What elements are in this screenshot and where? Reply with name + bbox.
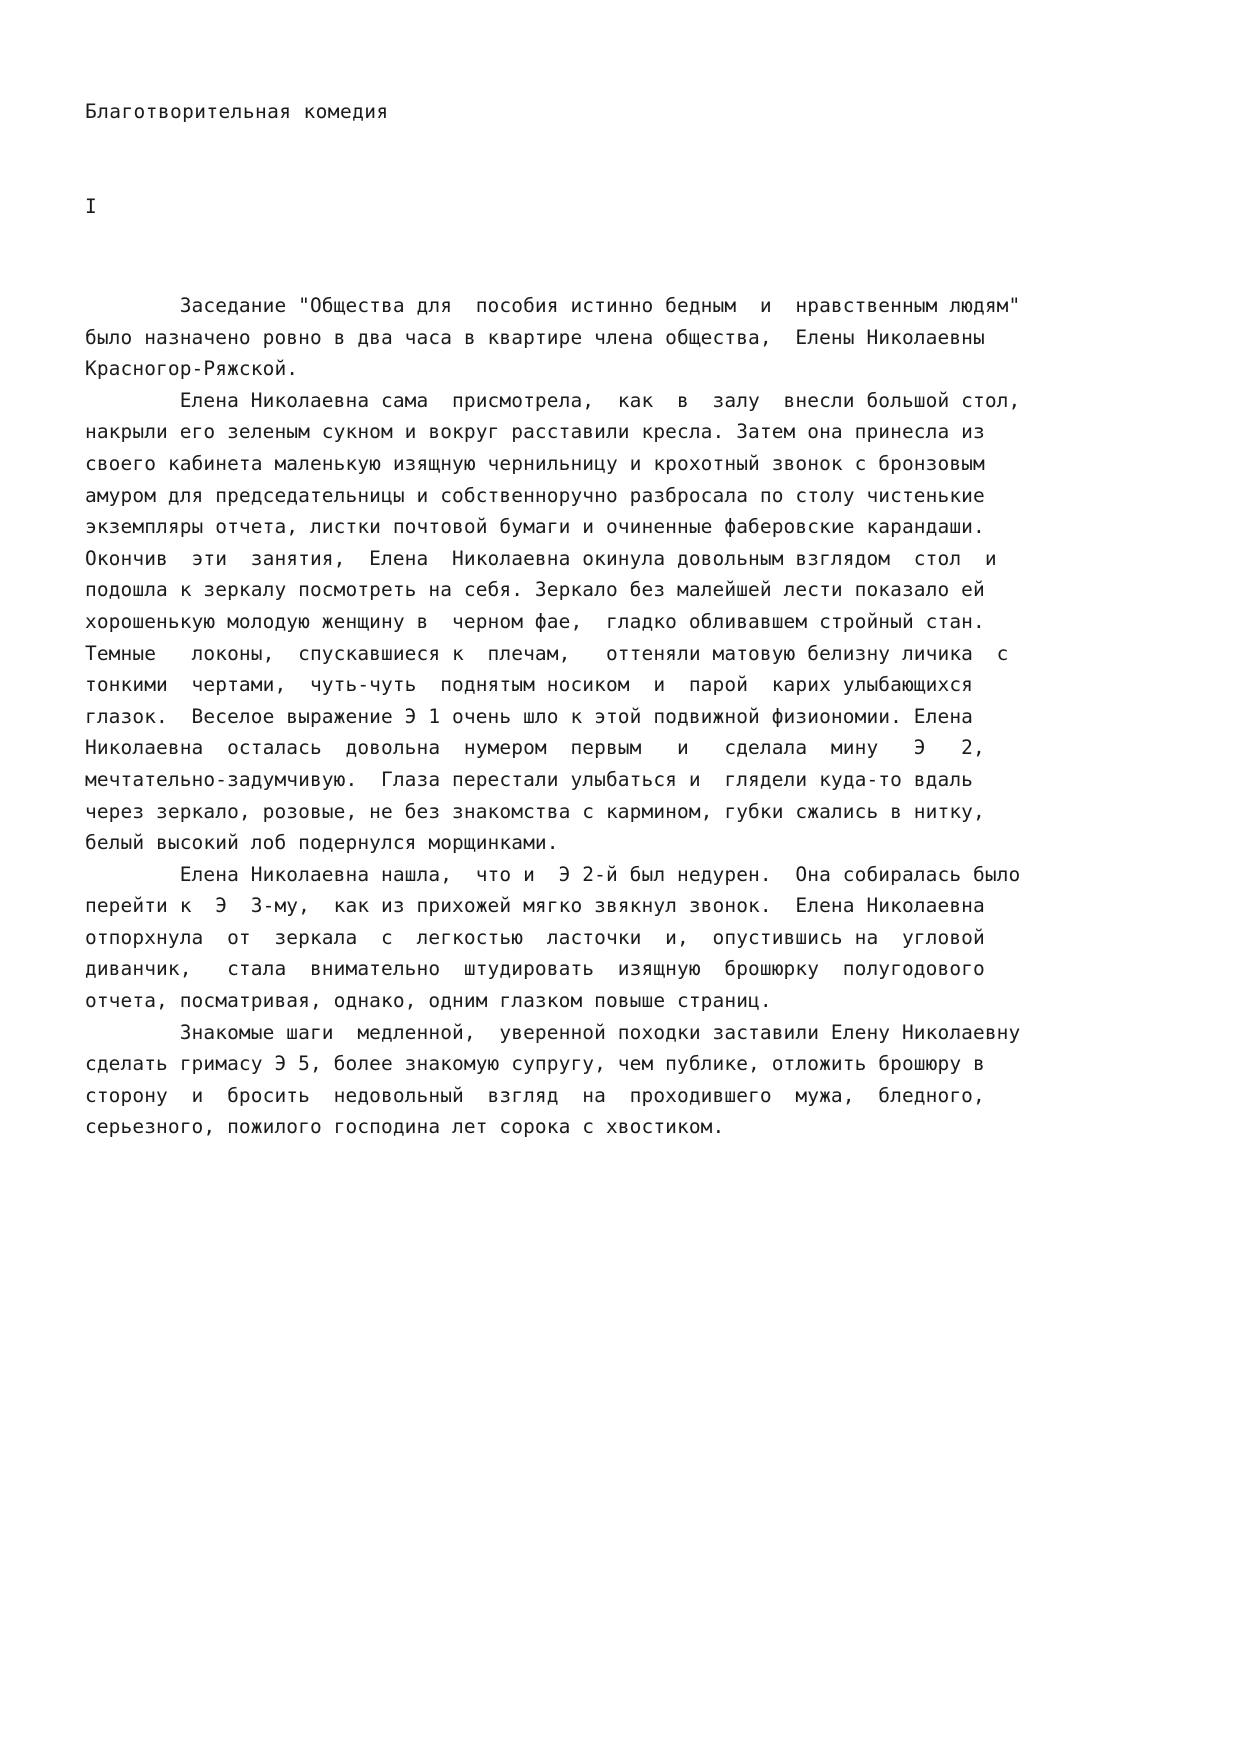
body-line: Николаевна осталась довольна нумером первым и сделала мину Э 2, — [85, 736, 985, 760]
body-line: диванчик, стала внимательно штудировать изящную брошюрку полугодового — [85, 957, 985, 981]
document-title: Благотворительная комедия — [85, 100, 389, 123]
body-line: через зеркало, розовые, не без знакомства с кармином, губки сжались в нитку, — [85, 799, 985, 823]
body-line: было назначено ровно в два часа в квартире члена общества, Елены Николаевны — [85, 325, 985, 349]
body-line: сторону и бросить недовольный взгляд на проходившего мужа, бледного, — [85, 1083, 985, 1107]
body-line: отчета, посматривая, однако, одним глазком повыше страниц. — [85, 989, 772, 1013]
body-line: экземпляры отчета, листки почтовой бумаги и очиненные фаберовские карандаши. — [85, 515, 985, 539]
body-line: подошла к зеркалу посмотреть на себя. Зеркало без малейшей лести показало ей — [85, 578, 985, 602]
body-line: Заседание "Общества для пособия истинно бедным и нравственным людям" — [85, 294, 1021, 317]
body-line: своего кабинета маленькую изящную чернильницу и крохотный звонок с бронзовым — [85, 451, 985, 475]
body-line: Темные локоны, спускавшиеся к плечам, оттеняли матовую белизну личика с — [85, 641, 1009, 665]
body-line: тонкими чертами, чуть-чуть поднятым носиком и парой карих улыбающихся — [85, 673, 973, 697]
body-line: серьезного, пожилого господина лет сорока с хвостиком. — [85, 1115, 725, 1139]
body-line: накрыли его зеленым сукном и вокруг расставили кресла. Затем она принесла из — [85, 420, 985, 444]
document-body — [85, 218, 1152, 1143]
body-line: амуром для председательницы и собственноручно разбросала по столу чистенькие — [85, 483, 985, 507]
body-line: Красногор-Ряжской. — [85, 357, 299, 381]
body-line: Окончив эти занятия, Елена Николаевна окинула довольным взглядом стол и — [85, 546, 997, 570]
body-line: сделать гримасу Э 5, более знакомую супругу, чем публике, отложить брошюру в — [85, 1052, 985, 1076]
section-number: I — [85, 195, 98, 218]
body-line: глазок. Веселое выражение Э 1 очень шло к этой подвижной физиономии. Елена — [85, 704, 973, 728]
body-line: хорошенькую молодую женщину в черном фае, гладко обливавшем стройный стан. — [85, 609, 985, 633]
body-line: Елена Николаевна сама присмотрела, как в залу внесли большой стол, — [85, 388, 1021, 412]
body-line: мечтательно-задумчивую. Глаза перестали улыбаться и глядели куда-то вдаль — [85, 767, 973, 791]
body-line: белый высокий лоб подернулся морщинками. — [85, 831, 559, 855]
body-line: отпорхнула от зеркала с легкостью ласточки и, опустившись на угловой — [85, 925, 985, 949]
body-line: перейти к Э 3-му, как из прихожей мягко звякнул звонок. Елена Николаевна — [85, 894, 985, 918]
body-line: Елена Николаевна нашла, что и Э 2-й был недурен. Она собиралась было — [85, 862, 1021, 886]
body-line: Знакомые шаги медленной, уверенной походки заставили Елену Николаевну — [85, 1020, 1021, 1044]
